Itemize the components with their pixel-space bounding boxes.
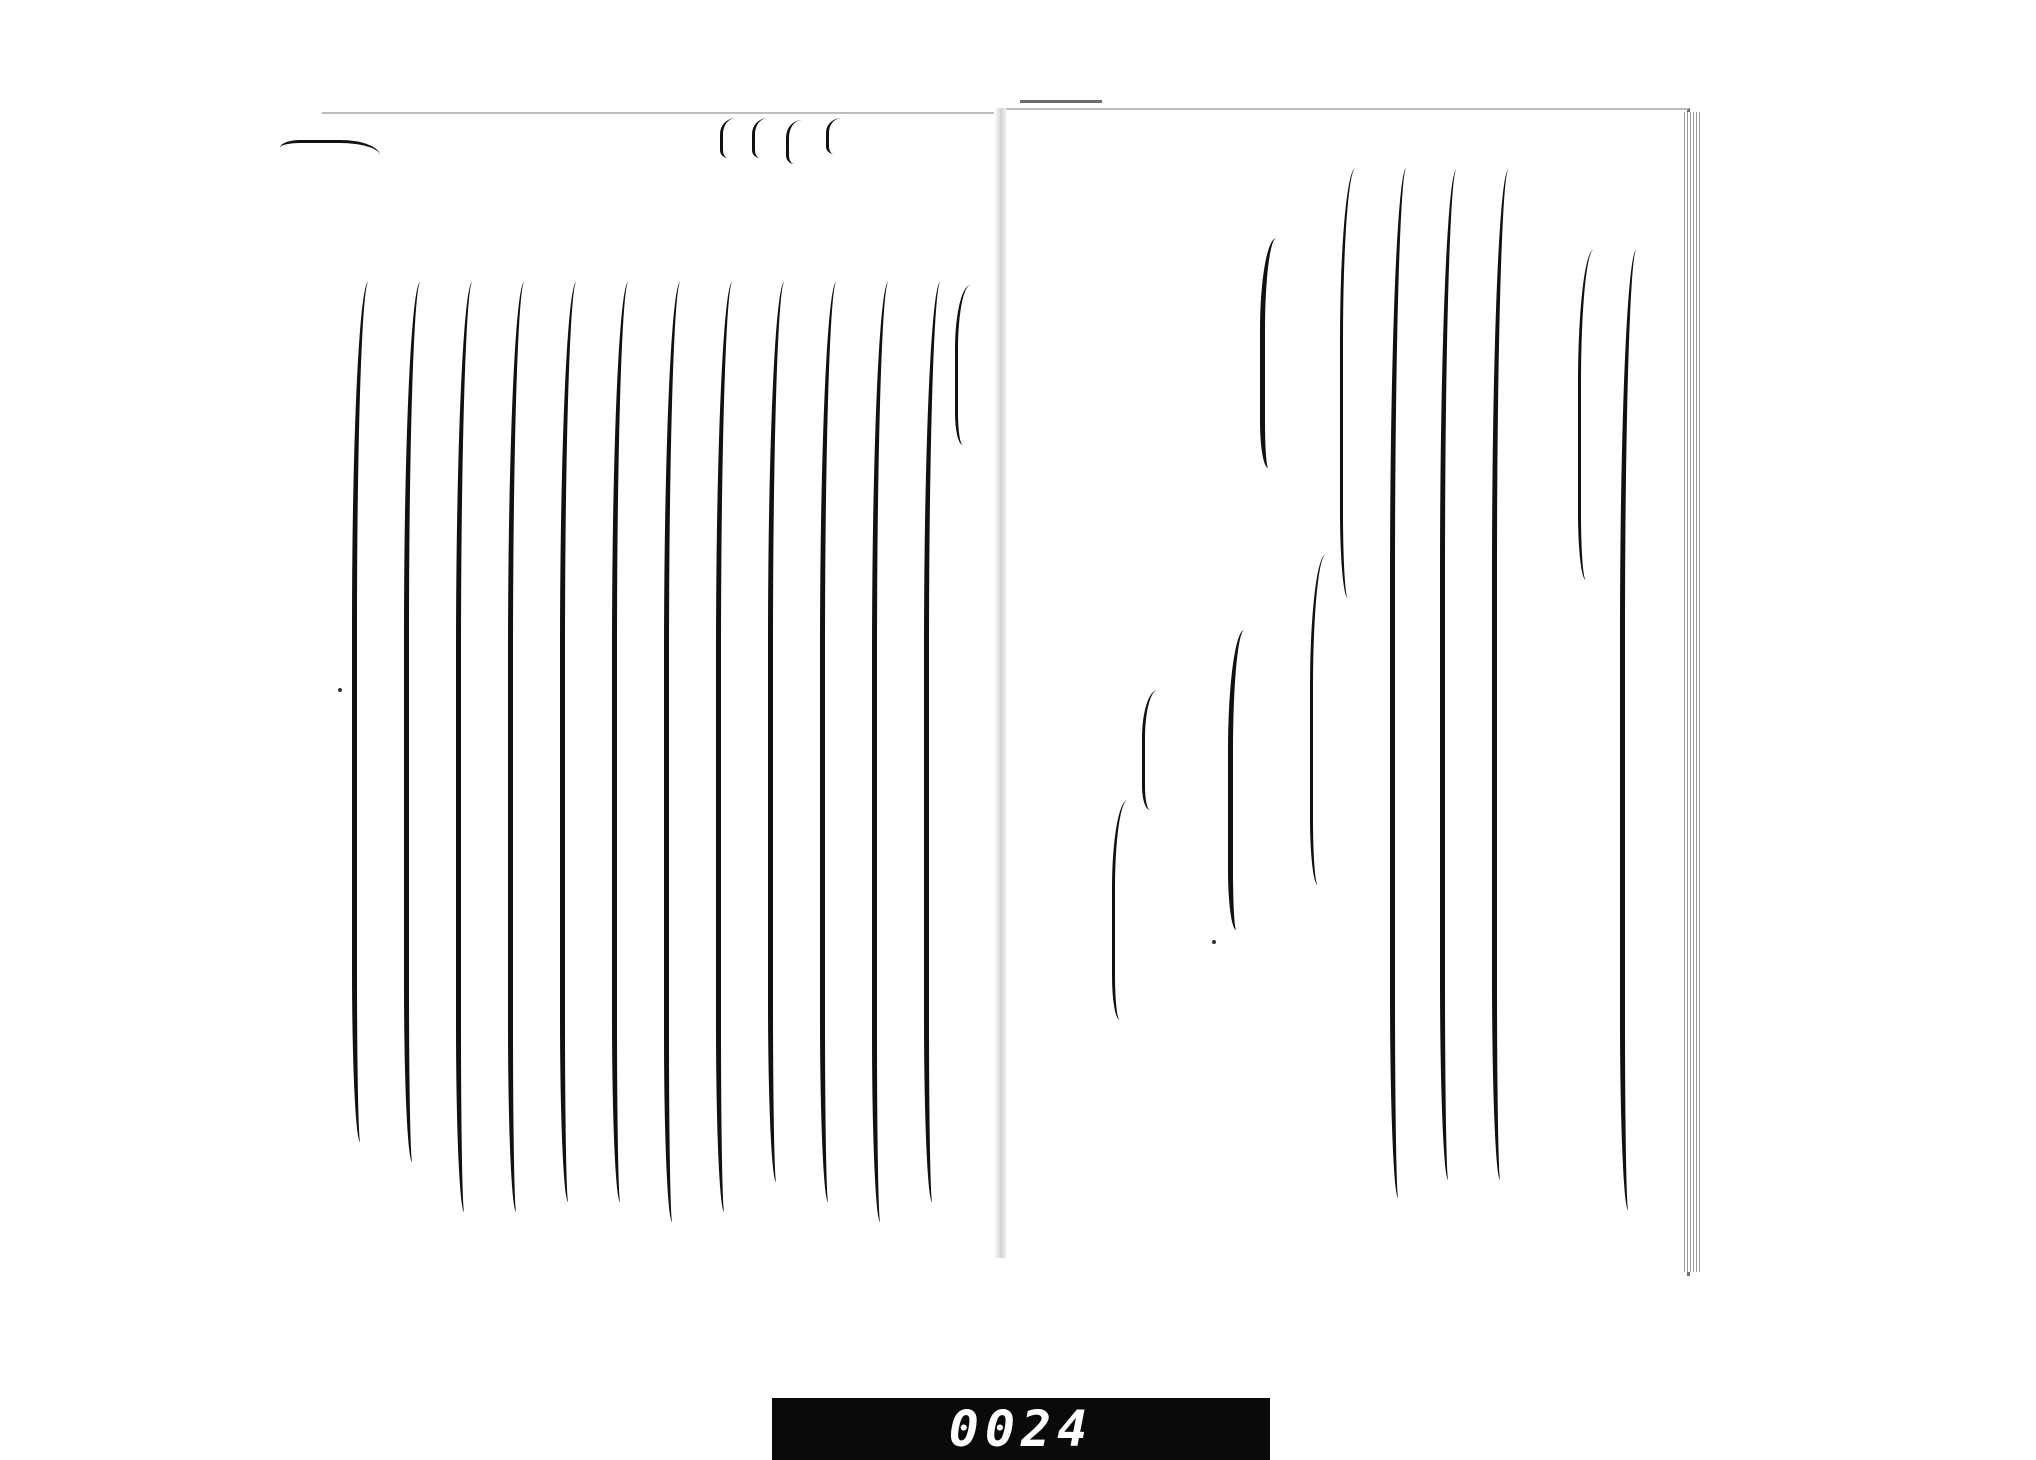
frame-number-label: [772, 1398, 1270, 1460]
page-edge-lines: [1682, 112, 1702, 1272]
frame-number-text: 0024: [948, 1400, 1094, 1458]
book-gutter: [994, 108, 1006, 1258]
top-edge-mark: [1020, 100, 1102, 103]
handwriting-note: [280, 140, 380, 179]
ink-speck: [1212, 940, 1216, 944]
ink-speck: [338, 688, 342, 692]
